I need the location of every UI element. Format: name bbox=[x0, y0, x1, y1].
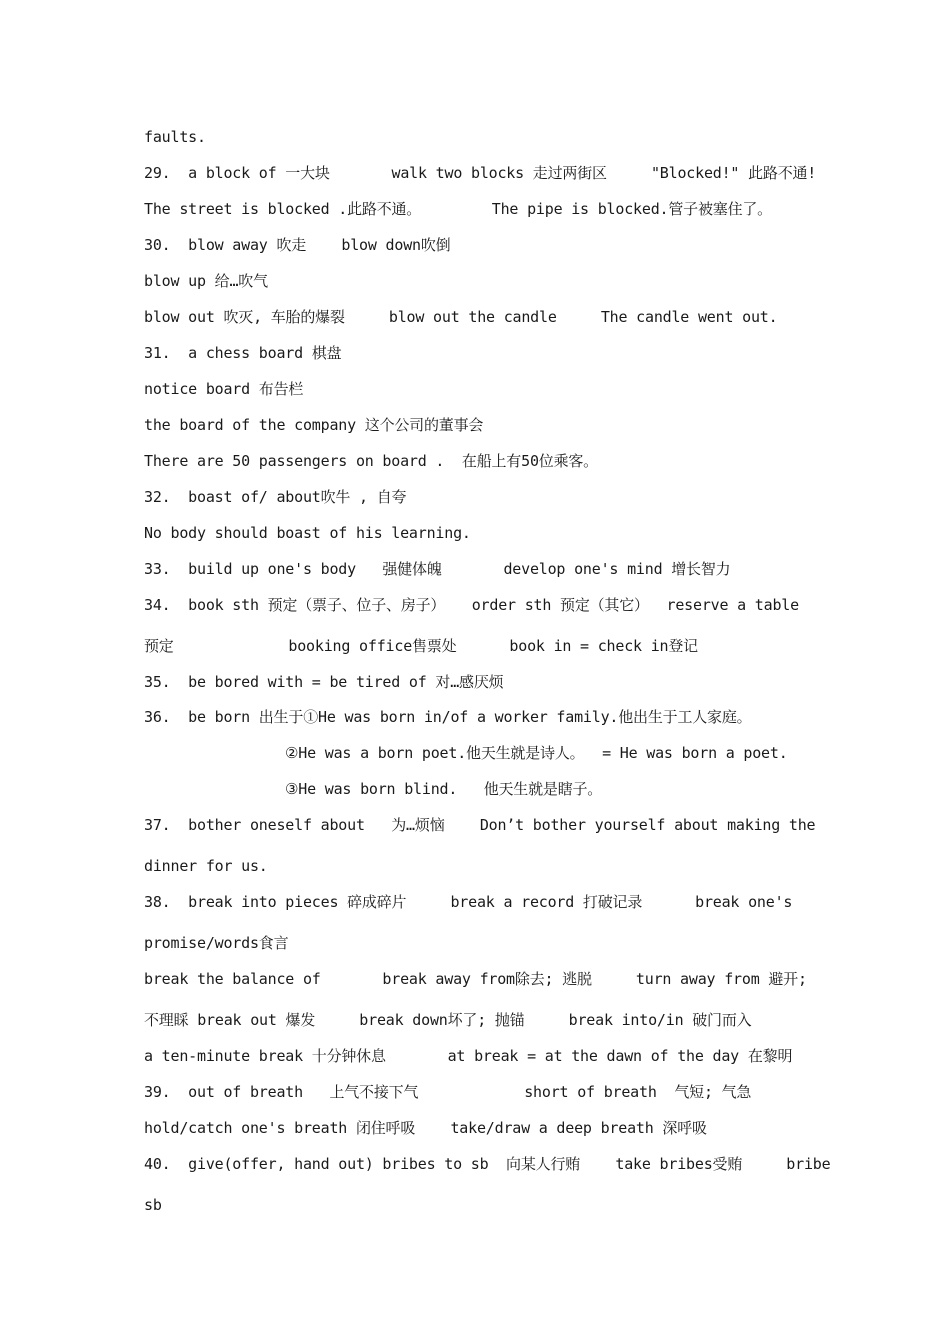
entry-37-line: 37. bother oneself about 为…烦恼 Don’t bother yourself about making the bbox=[144, 816, 816, 834]
text-line: break the balance of break away from除去; 逃脱 turn away from 避开; bbox=[144, 970, 807, 988]
text-line: faults. bbox=[144, 128, 206, 146]
text-line: notice board 布告栏 bbox=[144, 380, 304, 398]
entry-32-line: 32. boast of/ about吹牛 , 自夸 bbox=[144, 488, 407, 506]
text-line: The street is blocked .此路不通。 The pipe is blocked.管子被塞住了。 bbox=[144, 200, 772, 218]
text-line: No body should boast of his learning. bbox=[144, 524, 471, 542]
text-line: blow out 吹灭, 车胎的爆裂 blow out the candle The candle went out. bbox=[144, 308, 778, 326]
text-line: sb bbox=[144, 1196, 162, 1214]
text-line: 预定 booking office售票处 book in = check in登记 bbox=[144, 637, 698, 655]
entry-30-line: 30. blow away 吹走 blow down吹倒 bbox=[144, 236, 451, 254]
text-line: promise/words食言 bbox=[144, 934, 289, 952]
text-line: dinner for us. bbox=[144, 857, 268, 875]
entry-31-line: 31. a chess board 棋盘 bbox=[144, 344, 342, 362]
entry-36-line: 36. be born 出生于①He was born in/of a worker family.他出生于工人家庭。 bbox=[144, 708, 752, 726]
text-line: ②He was a born poet.他天生就是诗人。 = He was born a poet. bbox=[285, 744, 788, 762]
text-line: There are 50 passengers on board . 在船上有50位乘客。 bbox=[144, 452, 598, 470]
entry-35-line: 35. be bored with = be tired of 对…感厌烦 bbox=[144, 673, 504, 691]
text-line: 不理睬 break out 爆发 break down坏了; 抛锚 break into/in 破门而入 bbox=[144, 1011, 752, 1029]
entry-34-line: 34. book sth 预定（票子、位子、房子） order sth 预定（其它） reserve a table bbox=[144, 596, 799, 614]
text-line: the board of the company 这个公司的董事会 bbox=[144, 416, 484, 434]
text-line: blow up 给…吹气 bbox=[144, 272, 268, 290]
entry-39-line: 39. out of breath 上气不接下气 short of breath 气短; 气急 bbox=[144, 1083, 752, 1101]
text-line: a ten-minute break 十分钟休息 at break = at the dawn of the day 在黎明 bbox=[144, 1047, 793, 1065]
entry-33-line: 33. build up one's body 强健体魄 develop one's mind 增长智力 bbox=[144, 560, 731, 578]
entry-38-line: 38. break into pieces 碎成碎片 break a record 打破记录 break one's bbox=[144, 893, 793, 911]
entry-40-line: 40. give(offer, hand out) bribes to sb 向某人行贿 take bribes受贿 bribe bbox=[144, 1155, 831, 1173]
text-line: ③He was born blind. 他天生就是瞎子。 bbox=[285, 780, 603, 798]
entry-29-line: 29. a block of 一大块 walk two blocks 走过两街区 "Blocked!" 此路不通! bbox=[144, 164, 817, 182]
text-line: hold/catch one's breath 闭住呼吸 take/draw a deep breath 深呼吸 bbox=[144, 1119, 707, 1137]
